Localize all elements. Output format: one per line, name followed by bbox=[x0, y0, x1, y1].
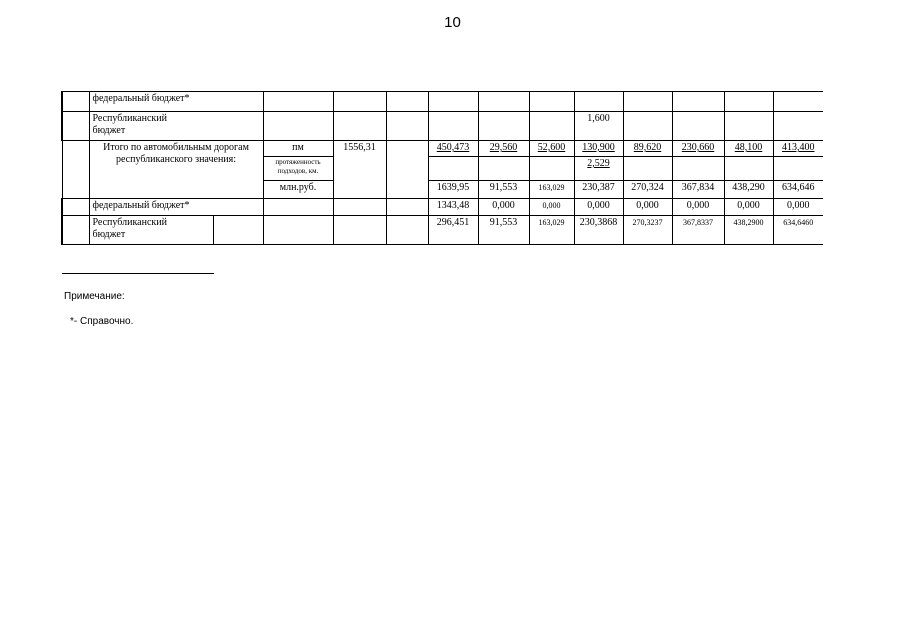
value-cell: 0,000 bbox=[724, 199, 773, 216]
value-cell: 29,560 bbox=[478, 141, 529, 157]
table-cell bbox=[672, 92, 724, 112]
table-cell bbox=[529, 92, 574, 112]
value-cell: 48,100 bbox=[724, 141, 773, 157]
table-row bbox=[62, 216, 823, 245]
value-cell: 1343,48 bbox=[428, 199, 478, 216]
value-cell: 130,900 bbox=[574, 141, 623, 157]
value-cell: 634,646 bbox=[773, 181, 823, 199]
value-cell: 270,324 bbox=[623, 181, 672, 199]
table-row bbox=[62, 112, 823, 141]
table-cell bbox=[478, 92, 529, 112]
value-cell: 0,000 bbox=[773, 199, 823, 216]
table-cell bbox=[623, 92, 672, 112]
table-cell bbox=[62, 141, 89, 199]
table-cell bbox=[773, 112, 823, 141]
budget-table bbox=[61, 91, 823, 245]
value-cell: 1639,95 bbox=[428, 181, 478, 199]
table-cell bbox=[386, 92, 428, 112]
table-cell bbox=[263, 216, 333, 245]
table-cell bbox=[478, 112, 529, 141]
value-cell: 296,451 bbox=[428, 216, 478, 245]
table-cell bbox=[62, 216, 89, 245]
note-item: *- Справочно. bbox=[70, 316, 134, 327]
unit-cell: млн.руб. bbox=[263, 181, 333, 199]
table-cell bbox=[623, 157, 672, 181]
table-cell bbox=[672, 112, 724, 141]
table-row bbox=[62, 92, 823, 112]
row-label-federal: федеральный бюджет* bbox=[89, 92, 263, 112]
table-cell bbox=[773, 92, 823, 112]
value-cell: 0,000 bbox=[478, 199, 529, 216]
table-cell bbox=[529, 157, 574, 181]
label-line: бюджет bbox=[92, 125, 126, 136]
table-cell bbox=[62, 199, 89, 216]
table-cell bbox=[428, 112, 478, 141]
footnote-divider bbox=[62, 273, 214, 274]
table-cell bbox=[574, 92, 623, 112]
value-cell: 91,553 bbox=[478, 181, 529, 199]
table-cell bbox=[428, 92, 478, 112]
label-line: подходов, км. bbox=[277, 167, 319, 175]
table-cell bbox=[213, 216, 263, 245]
label-line: Республиканский bbox=[92, 113, 167, 124]
table-cell bbox=[529, 112, 574, 141]
table-cell bbox=[333, 216, 386, 245]
row-label-federal: федеральный бюджет* bbox=[89, 199, 263, 216]
table-cell bbox=[386, 141, 428, 199]
table-cell bbox=[263, 92, 333, 112]
value-cell: 91,553 bbox=[478, 216, 529, 245]
value-cell: 52,600 bbox=[529, 141, 574, 157]
unit-cell bbox=[263, 157, 333, 181]
table-cell bbox=[62, 92, 89, 112]
value-cell: 634,6460 bbox=[773, 216, 823, 245]
table-row bbox=[62, 141, 823, 157]
value-cell: 270,3237 bbox=[623, 216, 672, 245]
table-cell bbox=[263, 199, 333, 216]
table-cell bbox=[672, 157, 724, 181]
label-line: Республиканский bbox=[92, 217, 167, 228]
table-cell bbox=[724, 92, 773, 112]
unit-cell: пм bbox=[263, 141, 333, 157]
table-cell bbox=[386, 216, 428, 245]
table-cell bbox=[478, 157, 529, 181]
value-cell: 438,2900 bbox=[724, 216, 773, 245]
value-cell: 89,620 bbox=[623, 141, 672, 157]
table-cell bbox=[263, 112, 333, 141]
label-line: бюджет bbox=[92, 229, 126, 240]
table-cell: 1,600 bbox=[574, 112, 623, 141]
table-cell bbox=[724, 157, 773, 181]
label-line: протяженность bbox=[275, 158, 321, 166]
value-cell: 438,290 bbox=[724, 181, 773, 199]
pm-total-cell: 1556,31 bbox=[333, 141, 386, 199]
value-cell: 230,3868 bbox=[574, 216, 623, 245]
value-cell: 230,387 bbox=[574, 181, 623, 199]
value-cell: 163,029 bbox=[529, 181, 574, 199]
table-cell bbox=[386, 199, 428, 216]
page-number: 10 bbox=[444, 14, 461, 31]
value-cell: 0,000 bbox=[623, 199, 672, 216]
table-cell bbox=[333, 199, 386, 216]
value-cell: 367,8337 bbox=[672, 216, 724, 245]
note-title: Примечание: bbox=[64, 291, 125, 302]
value-cell: 163,029 bbox=[529, 216, 574, 245]
row-label-total: Итого по автомобильным дорогам республиканского значения: bbox=[89, 141, 263, 199]
table-cell bbox=[333, 92, 386, 112]
value-cell: 450,473 bbox=[428, 141, 478, 157]
value-cell: 367,834 bbox=[672, 181, 724, 199]
value-cell: 413,400 bbox=[773, 141, 823, 157]
row-label-republic bbox=[89, 112, 263, 141]
table-cell bbox=[623, 112, 672, 141]
row-label-republic bbox=[89, 216, 213, 245]
value-cell: 0,000 bbox=[529, 199, 574, 216]
value-cell: 0,000 bbox=[672, 199, 724, 216]
value-cell: 230,660 bbox=[672, 141, 724, 157]
table-row bbox=[62, 199, 823, 216]
table-cell bbox=[428, 157, 478, 181]
table-cell bbox=[386, 112, 428, 141]
table-cell bbox=[773, 157, 823, 181]
table-cell bbox=[333, 112, 386, 141]
table-cell bbox=[724, 112, 773, 141]
value-cell: 2,529 bbox=[574, 157, 623, 181]
value-cell: 0,000 bbox=[574, 199, 623, 216]
table-cell bbox=[62, 112, 89, 141]
